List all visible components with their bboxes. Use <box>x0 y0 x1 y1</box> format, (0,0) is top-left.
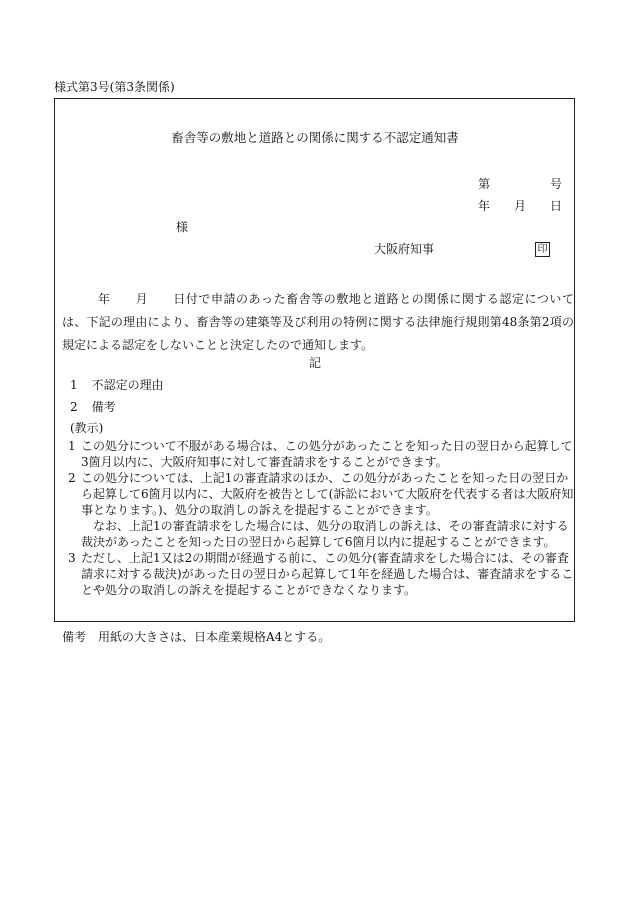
instruction-item <box>70 470 574 518</box>
instruction-num: 1 <box>68 439 76 453</box>
date-month: 月 <box>514 199 527 213</box>
number-prefix: 第 <box>478 177 491 191</box>
document-title: 畜舎等の敷地と道路との関係に関する不認定通知書 <box>171 130 459 145</box>
instruction-heading: (教示) <box>70 421 104 435</box>
item-2-num: 2 <box>70 400 78 414</box>
instruction-num: 2 <box>68 471 76 485</box>
instruction-item <box>70 438 574 470</box>
instruction-item <box>70 550 574 598</box>
item-1-num: 1 <box>70 378 78 392</box>
instruction-text: この処分については、上記1の審査請求のほか、この処分があったことを知った日の翌日から起算して6箇月以内に、大阪府を被告として(訴訟において大阪府を代表する者は大阪府知事となります。)、処分の取消しの訴えを提起することができます。 <box>81 471 574 517</box>
seal-text: 印 <box>535 242 550 257</box>
item-2-text: 備考 <box>91 400 116 414</box>
date-year: 年 <box>478 199 491 213</box>
item-2 <box>70 400 116 415</box>
instruction-num: 3 <box>68 551 76 565</box>
instruction-text: ただし、上記1又は2の期間が経過する前に、この処分(審査請求をした場合には、その審査請求に対する裁決)があった日の翌日から起算して1年を経過した場合は、審査請求をすることや処分の取消しの訴えを提起することができなくなります。 <box>81 551 574 597</box>
form-label: 様式第3号(第3条関係) <box>54 80 175 94</box>
instruction-item <box>70 518 574 550</box>
instruction-text: この処分について不服がある場合は、この処分があったことを知った日の翌日から起算して3箇月以内に、大阪府知事に対して審査請求をすることができます。 <box>81 439 573 469</box>
body-paragraph: 年 月 日付で申請のあった畜舎等の敷地と道路との関係に関する認定については、下記の理由により、畜舎等の建築等及び利用の特例に関する法律施行規則第48条第2項の規定による認定をしないことと決定したので通知します。 <box>62 292 574 352</box>
seal-mark <box>535 241 550 257</box>
footer-note: 備考 用紙の大きさは、日本産業規格A4とする。 <box>62 630 331 644</box>
issuer-name: 大阪府知事 <box>374 242 435 256</box>
ki-heading: 記 <box>308 356 321 370</box>
item-1-text: 不認定の理由 <box>91 378 164 392</box>
addressee-suffix: 様 <box>176 220 189 234</box>
instructions-list <box>70 438 574 598</box>
number-suffix: 号 <box>550 177 563 191</box>
date-day: 日 <box>550 199 563 213</box>
instruction-text: なお、上記1の審査請求をした場合には、処分の取消しの訴えは、その審査請求に対する裁決があったことを知った日の翌日から起算して6箇月以内に提起することができます。 <box>81 519 569 549</box>
item-1 <box>70 378 164 393</box>
